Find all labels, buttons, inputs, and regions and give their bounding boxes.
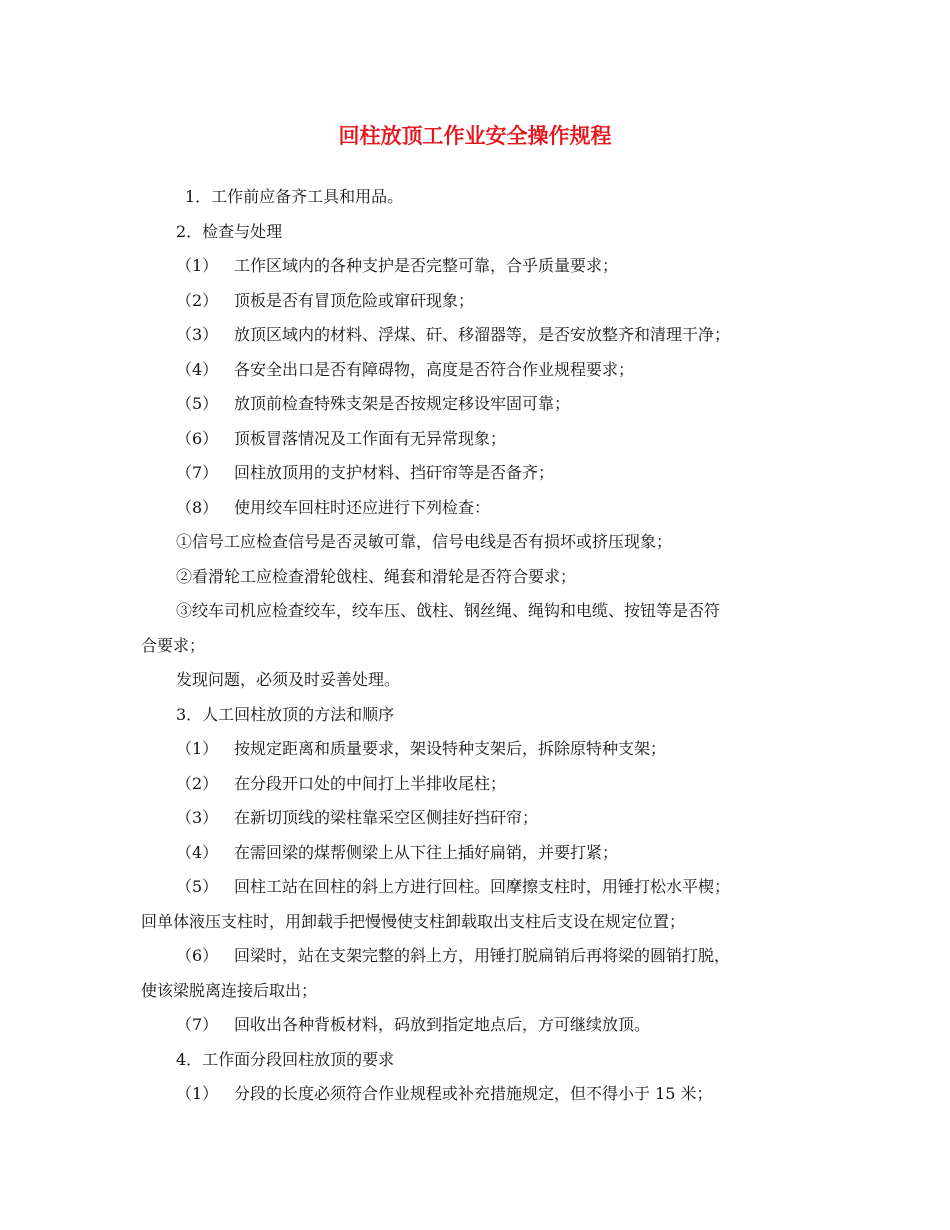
item-text: 回柱放顶用的支护材料、挡矸帘等是否备齐； xyxy=(234,463,555,482)
segment-item-1 xyxy=(141,1077,811,1112)
check-item-8 xyxy=(141,491,811,526)
item-text: 分段的长度必须符合作业规程或补充措施规定，但不得小于 15 米； xyxy=(234,1084,713,1103)
item-text: 回柱工站在回柱的斜上方进行回柱。回摩擦支柱时，用锤打松水平楔； xyxy=(234,877,731,896)
problem-note: 发现问题，必须及时妥善处理。 xyxy=(176,670,401,689)
item-number: （1） xyxy=(176,1084,219,1103)
item-text: 按规定距离和质量要求，架设特种支架后，拆除原特种支架； xyxy=(234,739,667,758)
check-item-1 xyxy=(141,249,811,284)
section-4-heading: 4．工作面分段回柱放顶的要求 xyxy=(176,1049,395,1069)
check-item-4 xyxy=(141,353,811,388)
check-item-3 xyxy=(141,318,811,353)
item-text: 使用绞车回柱时还应进行下列检查： xyxy=(234,497,491,517)
winch-check-3: ③绞车司机应检查绞车，绞车压、戗柱、钢丝绳、绳钩和电缆、按钮等是否符 xyxy=(176,601,721,620)
method-item-1 xyxy=(141,732,811,767)
item-number: （1） xyxy=(176,256,219,275)
item-number: （4） xyxy=(176,359,219,379)
item-number: （7） xyxy=(176,463,219,482)
item-number: （3） xyxy=(176,808,219,827)
check-item-5 xyxy=(141,387,811,422)
check-item-7 xyxy=(141,456,811,491)
method-item-5-cont: 回单体液压支柱时，用卸载手把慢慢使支柱卸载取出支柱后支设在规定位置； xyxy=(141,911,686,931)
check-item-2 xyxy=(141,284,811,319)
method-item-3 xyxy=(141,801,811,836)
item-text: 在需回梁的煤帮侧梁上从下往上插好扁销，并要打紧； xyxy=(234,842,619,862)
item-number: （1） xyxy=(176,739,219,758)
item-text: 放顶前检查特殊支架是否按规定移设牢固可靠； xyxy=(234,394,571,413)
item-number: （5） xyxy=(176,877,219,896)
item-number: （2） xyxy=(176,290,219,310)
item-text: 在新切顶线的梁柱靠采空区侧挂好挡矸帘； xyxy=(234,808,539,827)
item-number: （6） xyxy=(176,946,219,965)
method-item-4 xyxy=(141,836,811,871)
winch-check-1: ①信号工应检查信号是否灵敏可靠，信号电线是否有损坏或挤压现象； xyxy=(176,532,673,551)
item-text: 顶板是否有冒顶危险或窜矸现象； xyxy=(234,290,475,310)
item-text: 工作区域内的各种支护是否完整可靠，合乎质量要求； xyxy=(234,256,619,275)
item-text: 放顶区域内的材料、浮煤、矸、移溜器等，是否安放整齐和清理干净； xyxy=(234,325,731,344)
winch-check-2: ②看滑轮工应检查滑轮戗柱、绳套和滑轮是否符合要求； xyxy=(176,566,577,586)
item-text: 回梁时，站在支架完整的斜上方，用锤打脱扁销后再将梁的圆销打脱， xyxy=(234,946,731,965)
item-number: （3） xyxy=(176,325,219,344)
item-number: （2） xyxy=(176,773,219,793)
check-item-6 xyxy=(141,422,811,457)
item-text: 各安全出口是否有障碍物，高度是否符合作业规程要求； xyxy=(234,359,635,379)
item-text: 顶板冒落情况及工作面有无异常现象； xyxy=(234,428,507,448)
document-title: 回柱放顶工作业安全操作规程 xyxy=(338,123,612,148)
item-number: （8） xyxy=(176,497,219,517)
method-item-6-cont: 使该梁脱离连接后取出； xyxy=(141,980,318,1000)
item-number: （6） xyxy=(176,428,219,448)
method-item-7 xyxy=(141,1008,811,1043)
section-1: 1．工作前应备齐工具和用品。 xyxy=(185,187,404,206)
item-text: 在分段开口处的中间打上半排收尾柱； xyxy=(234,773,507,793)
item-text: 回收出各种背板材料，码放到指定地点后，方可继续放顶。 xyxy=(234,1015,651,1034)
document-body xyxy=(141,180,811,1112)
item-number: （7） xyxy=(176,1015,219,1034)
winch-check-3-cont: 合要求； xyxy=(141,635,206,655)
item-number: （5） xyxy=(176,394,219,413)
method-item-5 xyxy=(141,870,811,905)
item-number: （4） xyxy=(176,842,219,862)
section-3-heading: 3．人工回柱放顶的方法和顺序 xyxy=(176,704,395,724)
method-item-2 xyxy=(141,767,811,802)
method-item-6 xyxy=(141,939,811,974)
section-2-heading: 2．检查与处理 xyxy=(176,221,283,241)
